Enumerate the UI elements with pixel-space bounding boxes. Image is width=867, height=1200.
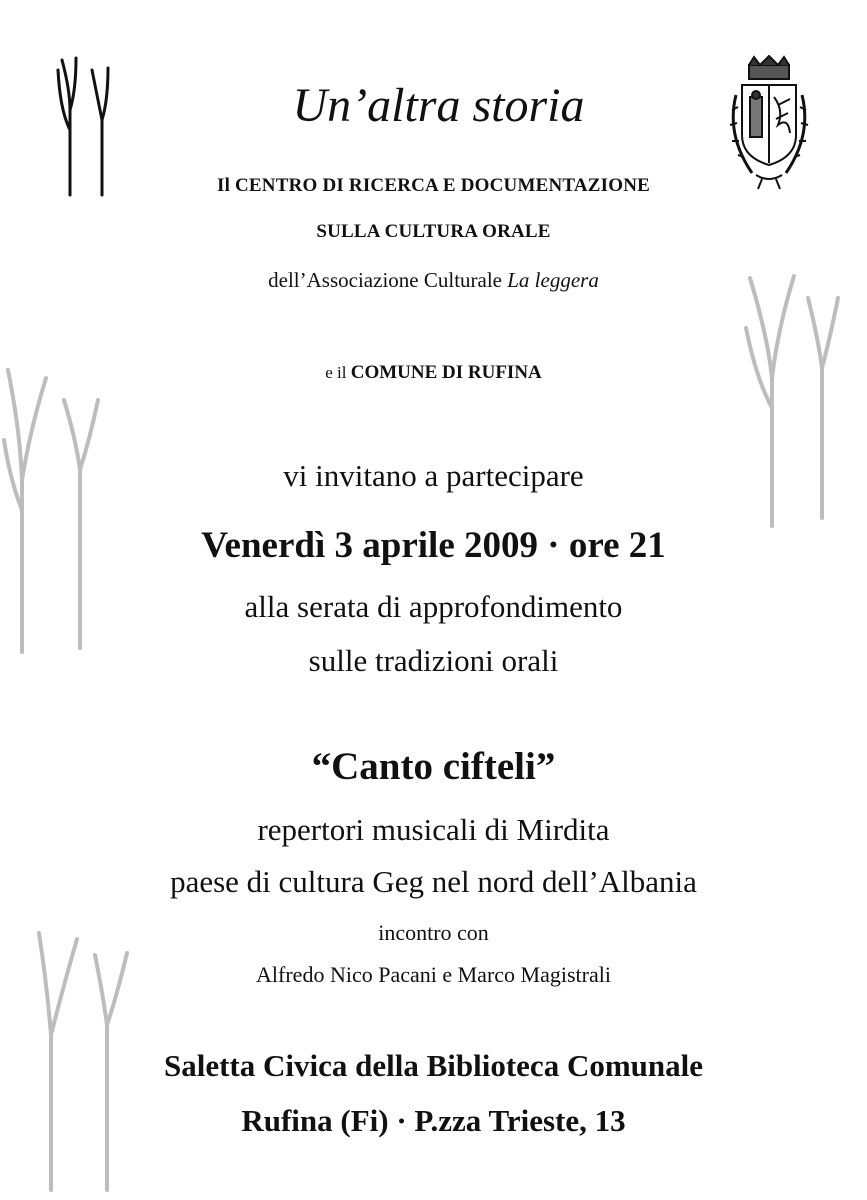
comune-prefix: e il [325,363,351,382]
venue-name: Saletta Civica della Biblioteca Comunale [163,1048,704,1083]
association-line [0,268,867,293]
event-subtitle-2: paese di cultura Geg nel nord dell’Albania [170,864,697,899]
invitation-text: vi invitano a partecipare [283,458,584,493]
organizer-line-2: SULLA CULTURA ORALE [316,221,551,242]
venue-address: Rufina (Fi) · P.zza Trieste, 13 [241,1103,626,1138]
association-name: La leggera [507,268,599,292]
meeting-label: incontro con [378,920,489,945]
event-subtitle-1: repertori musicali di Mirdita [257,812,610,847]
evening-line-2: sulle tradizioni orali [308,643,559,678]
comune-name: COMUNE DI RUFINA [350,362,542,383]
association-prefix: dell’Associazione Culturale [268,268,508,292]
comune-line [0,362,867,384]
event-title: “Canto cifteli” [311,745,556,788]
poster-title: Un’altra storia [292,79,585,132]
organizer-line-1: Il CENTRO DI RICERCA E DOCUMENTAZIONE [216,175,651,196]
evening-line-1: alla serata di approfondimento [244,589,623,624]
event-date: Venerdì 3 aprile 2009 · ore 21 [201,525,666,566]
speakers: Alfredo Nico Pacani e Marco Magistrali [256,962,611,987]
